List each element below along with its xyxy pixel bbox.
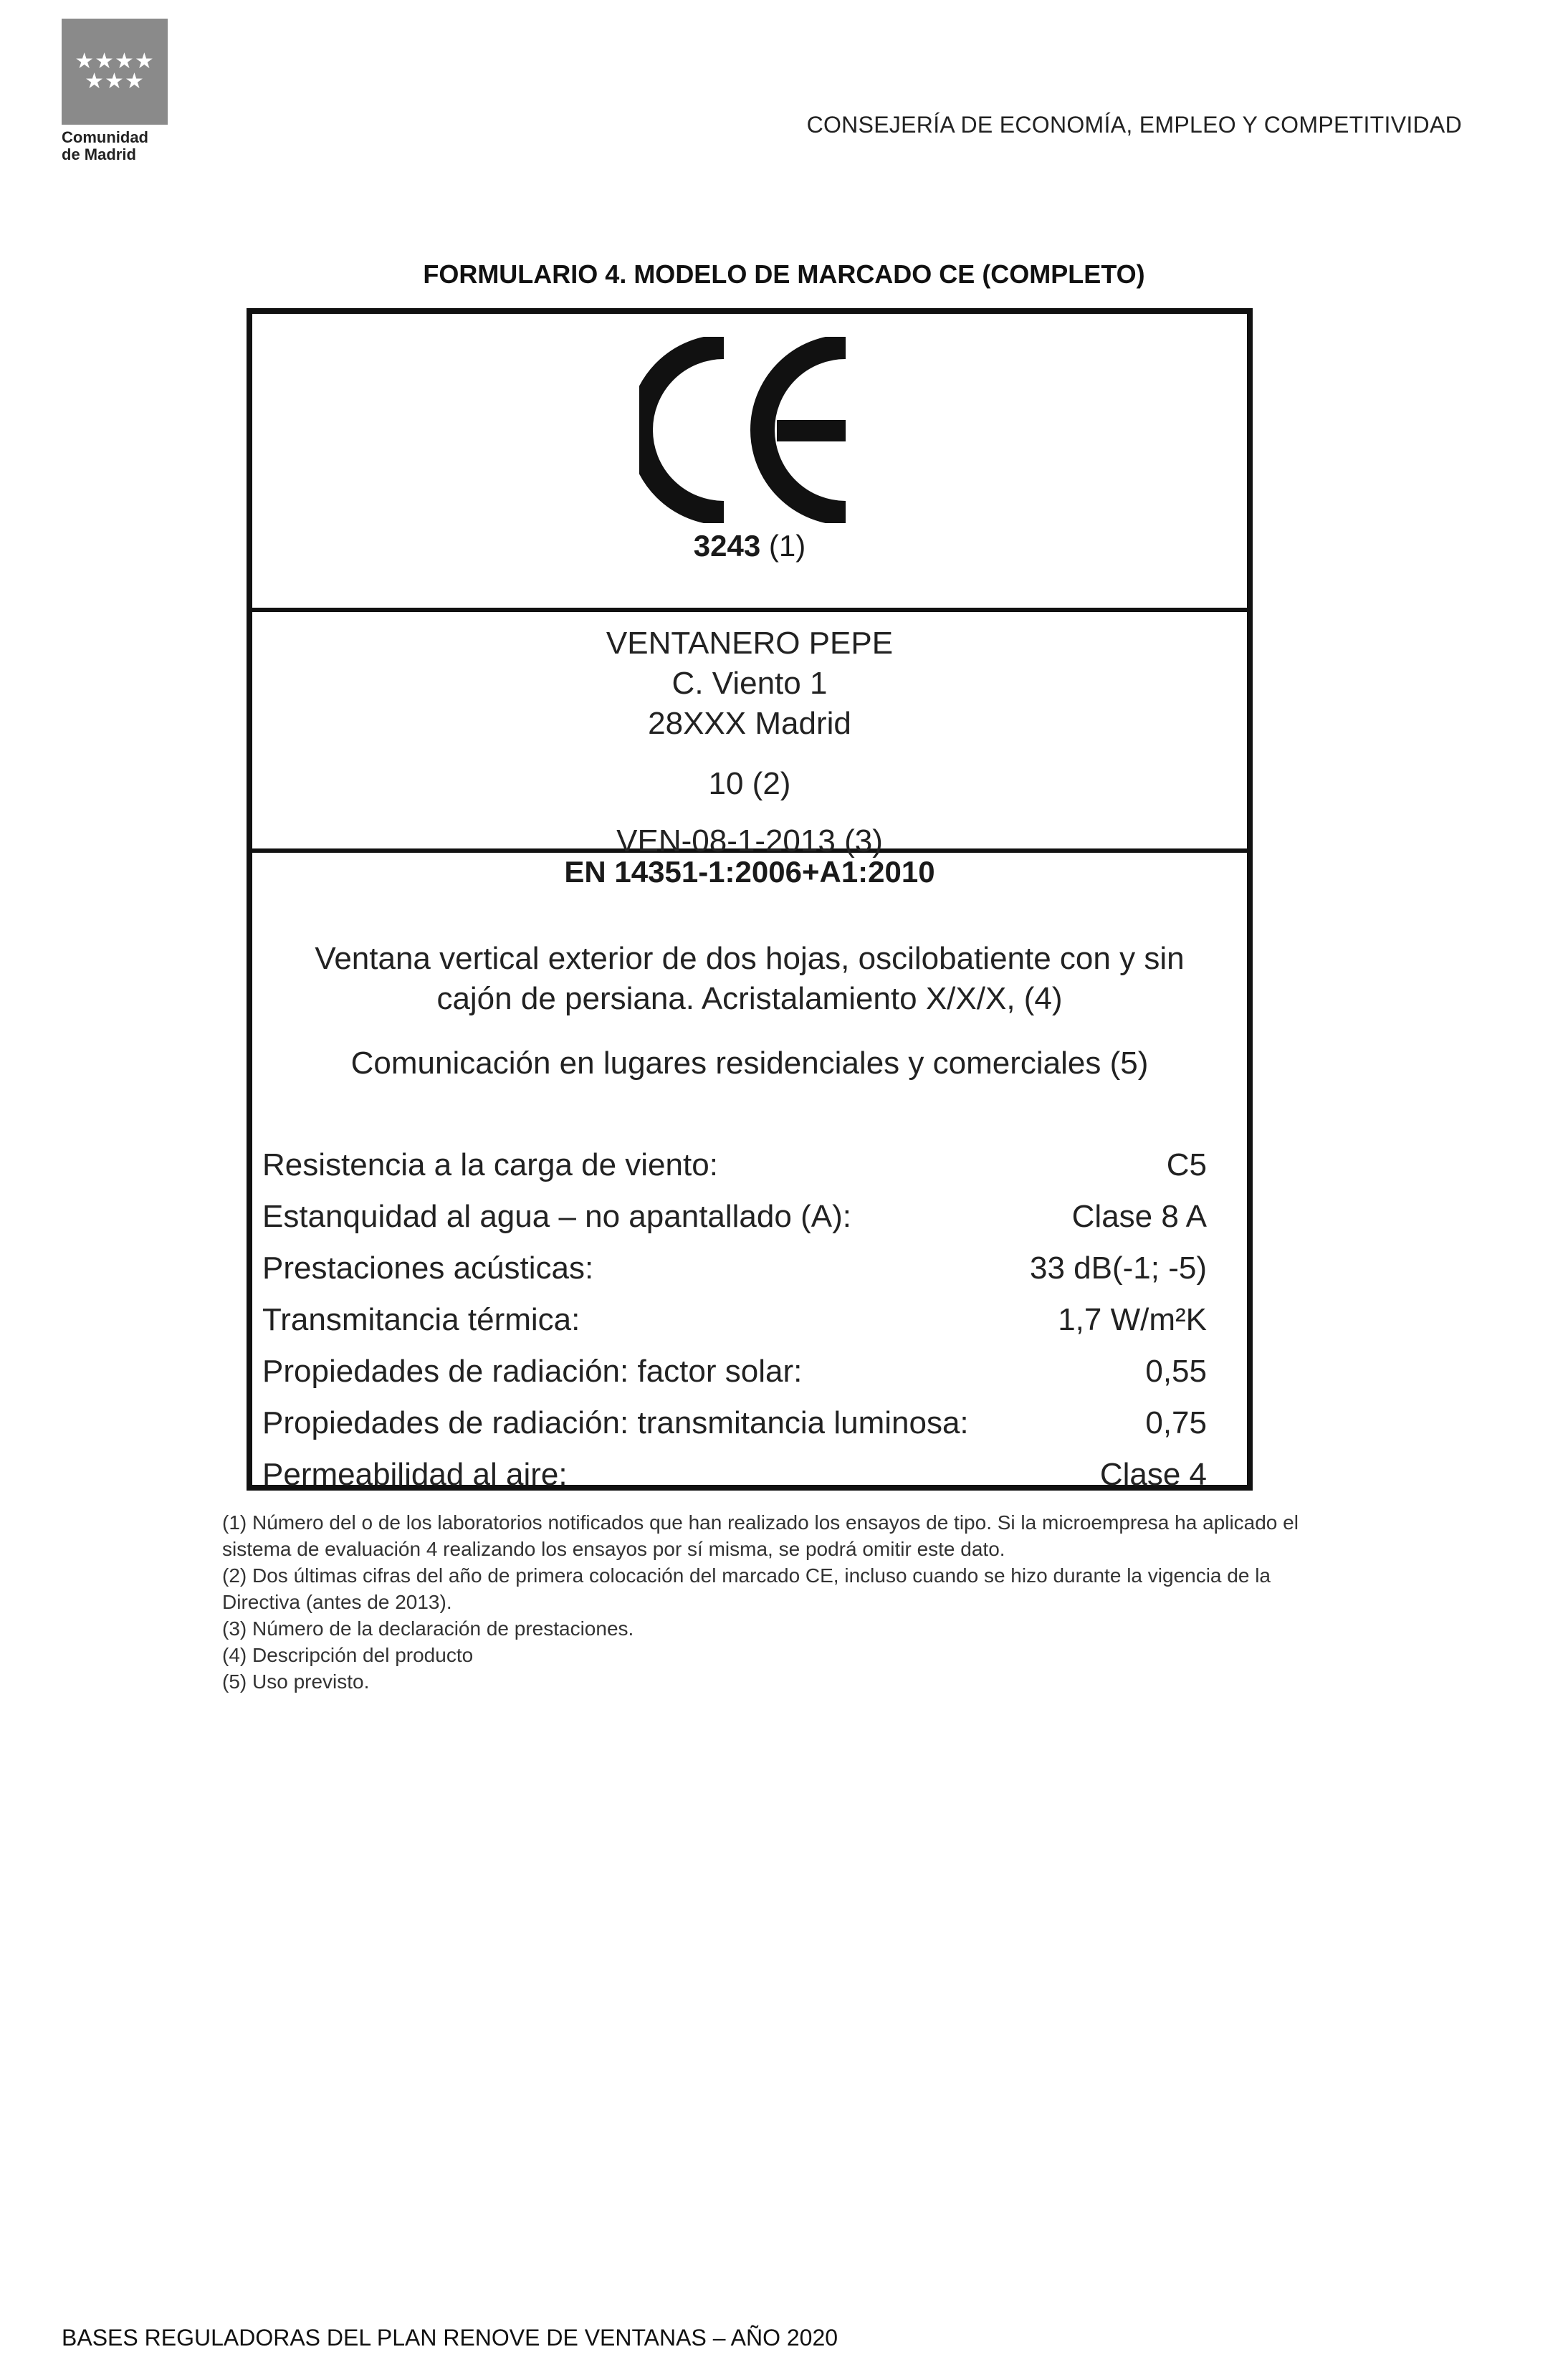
properties-list <box>262 1139 1207 1501</box>
notified-body-number-line <box>252 529 1247 563</box>
logo-line-1: Comunidad <box>62 128 148 146</box>
property-name: Propiedades de radiación: factor solar: <box>262 1354 803 1389</box>
property-row <box>262 1449 1207 1501</box>
notified-body-number: 3243 <box>693 529 761 563</box>
product-description-line-1: Ventana vertical exterior de dos hojas, oscilobatiente con y sin <box>315 941 1185 976</box>
property-value: Clase 4 <box>1099 1457 1207 1492</box>
footnote: (3) Número de la declaración de prestaciones. <box>222 1617 634 1640</box>
stars-icon: ★★★★ ★★★ <box>75 49 155 93</box>
property-value: 0,75 <box>1145 1405 1207 1440</box>
footnote: (1) Número del o de los laboratorios notificados que han realizado los ensayos de tipo. Si la microempresa ha aplicado el sistema de evaluación 4 realizando los ensayos por sí misma, se podrá omitir este dato. <box>222 1511 1299 1560</box>
harmonised-standard: EN 14351-1:2006+A1:2010 <box>564 855 935 889</box>
property-row <box>262 1243 1207 1294</box>
manufacturer-name: VENTANERO PEPE <box>606 626 894 661</box>
footnote: (4) Descripción del producto <box>222 1644 474 1666</box>
property-row <box>262 1191 1207 1243</box>
form-title: FORMULARIO 4. MODELO DE MARCADO CE (COMPLETO) <box>423 259 1145 289</box>
declaration-number: VEN-08-1-2013 (3) <box>616 823 883 859</box>
property-row <box>262 1294 1207 1346</box>
property-name: Prestaciones acústicas: <box>262 1251 594 1286</box>
logo-emblem <box>62 19 168 125</box>
property-name: Permeabilidad al aire: <box>262 1457 568 1492</box>
page-footer: BASES REGULADORAS DEL PLAN RENOVE DE VENTANAS – AÑO 2020 <box>62 2325 838 2351</box>
manufacturer-section <box>252 612 1247 859</box>
product-section <box>252 853 1247 1492</box>
ce-mark-section <box>252 314 1247 612</box>
ce-mark-icon <box>639 337 869 523</box>
manufacturer-street: C. Viento 1 <box>671 666 828 701</box>
ce-label-box <box>247 308 1253 1491</box>
ce-year: 10 (2) <box>708 766 791 801</box>
logo-line-2: de Madrid <box>62 145 136 163</box>
intended-use: Comunicación en lugares residenciales y comerciales (5) <box>350 1046 1149 1081</box>
property-name: Estanquidad al agua – no apantallado (A): <box>262 1199 851 1234</box>
property-value: Clase 8 A <box>1071 1199 1207 1234</box>
footnotes <box>222 1509 1319 1695</box>
property-value: 0,55 <box>1145 1354 1207 1389</box>
logo-text <box>62 129 169 163</box>
property-name: Transmitancia térmica: <box>262 1302 580 1337</box>
property-row <box>262 1139 1207 1191</box>
department-header: CONSEJERÍA DE ECONOMÍA, EMPLEO Y COMPETITIVIDAD <box>806 112 1462 138</box>
comunidad-de-madrid-logo <box>62 19 169 163</box>
property-row <box>262 1346 1207 1397</box>
manufacturer-city: 28XXX Madrid <box>648 706 851 741</box>
property-name: Resistencia a la carga de viento: <box>262 1147 718 1182</box>
notified-body-ref: (1) <box>768 529 806 563</box>
property-name: Propiedades de radiación: transmitancia luminosa: <box>262 1405 969 1440</box>
footnote: (2) Dos últimas cifras del año de primera colocación del marcado CE, incluso cuando se hizo durante la vigencia de la Directiva (antes de 2013). <box>222 1564 1271 1613</box>
footnote: (5) Uso previsto. <box>222 1670 370 1693</box>
property-row <box>262 1397 1207 1449</box>
property-value: 1,7 W/m²K <box>1058 1302 1207 1337</box>
product-description <box>267 939 1233 1019</box>
property-value: C5 <box>1166 1147 1207 1182</box>
product-description-line-2: cajón de persiana. Acristalamiento X/X/X, (4) <box>436 981 1063 1016</box>
property-value: 33 dB(-1; -5) <box>1030 1251 1207 1286</box>
